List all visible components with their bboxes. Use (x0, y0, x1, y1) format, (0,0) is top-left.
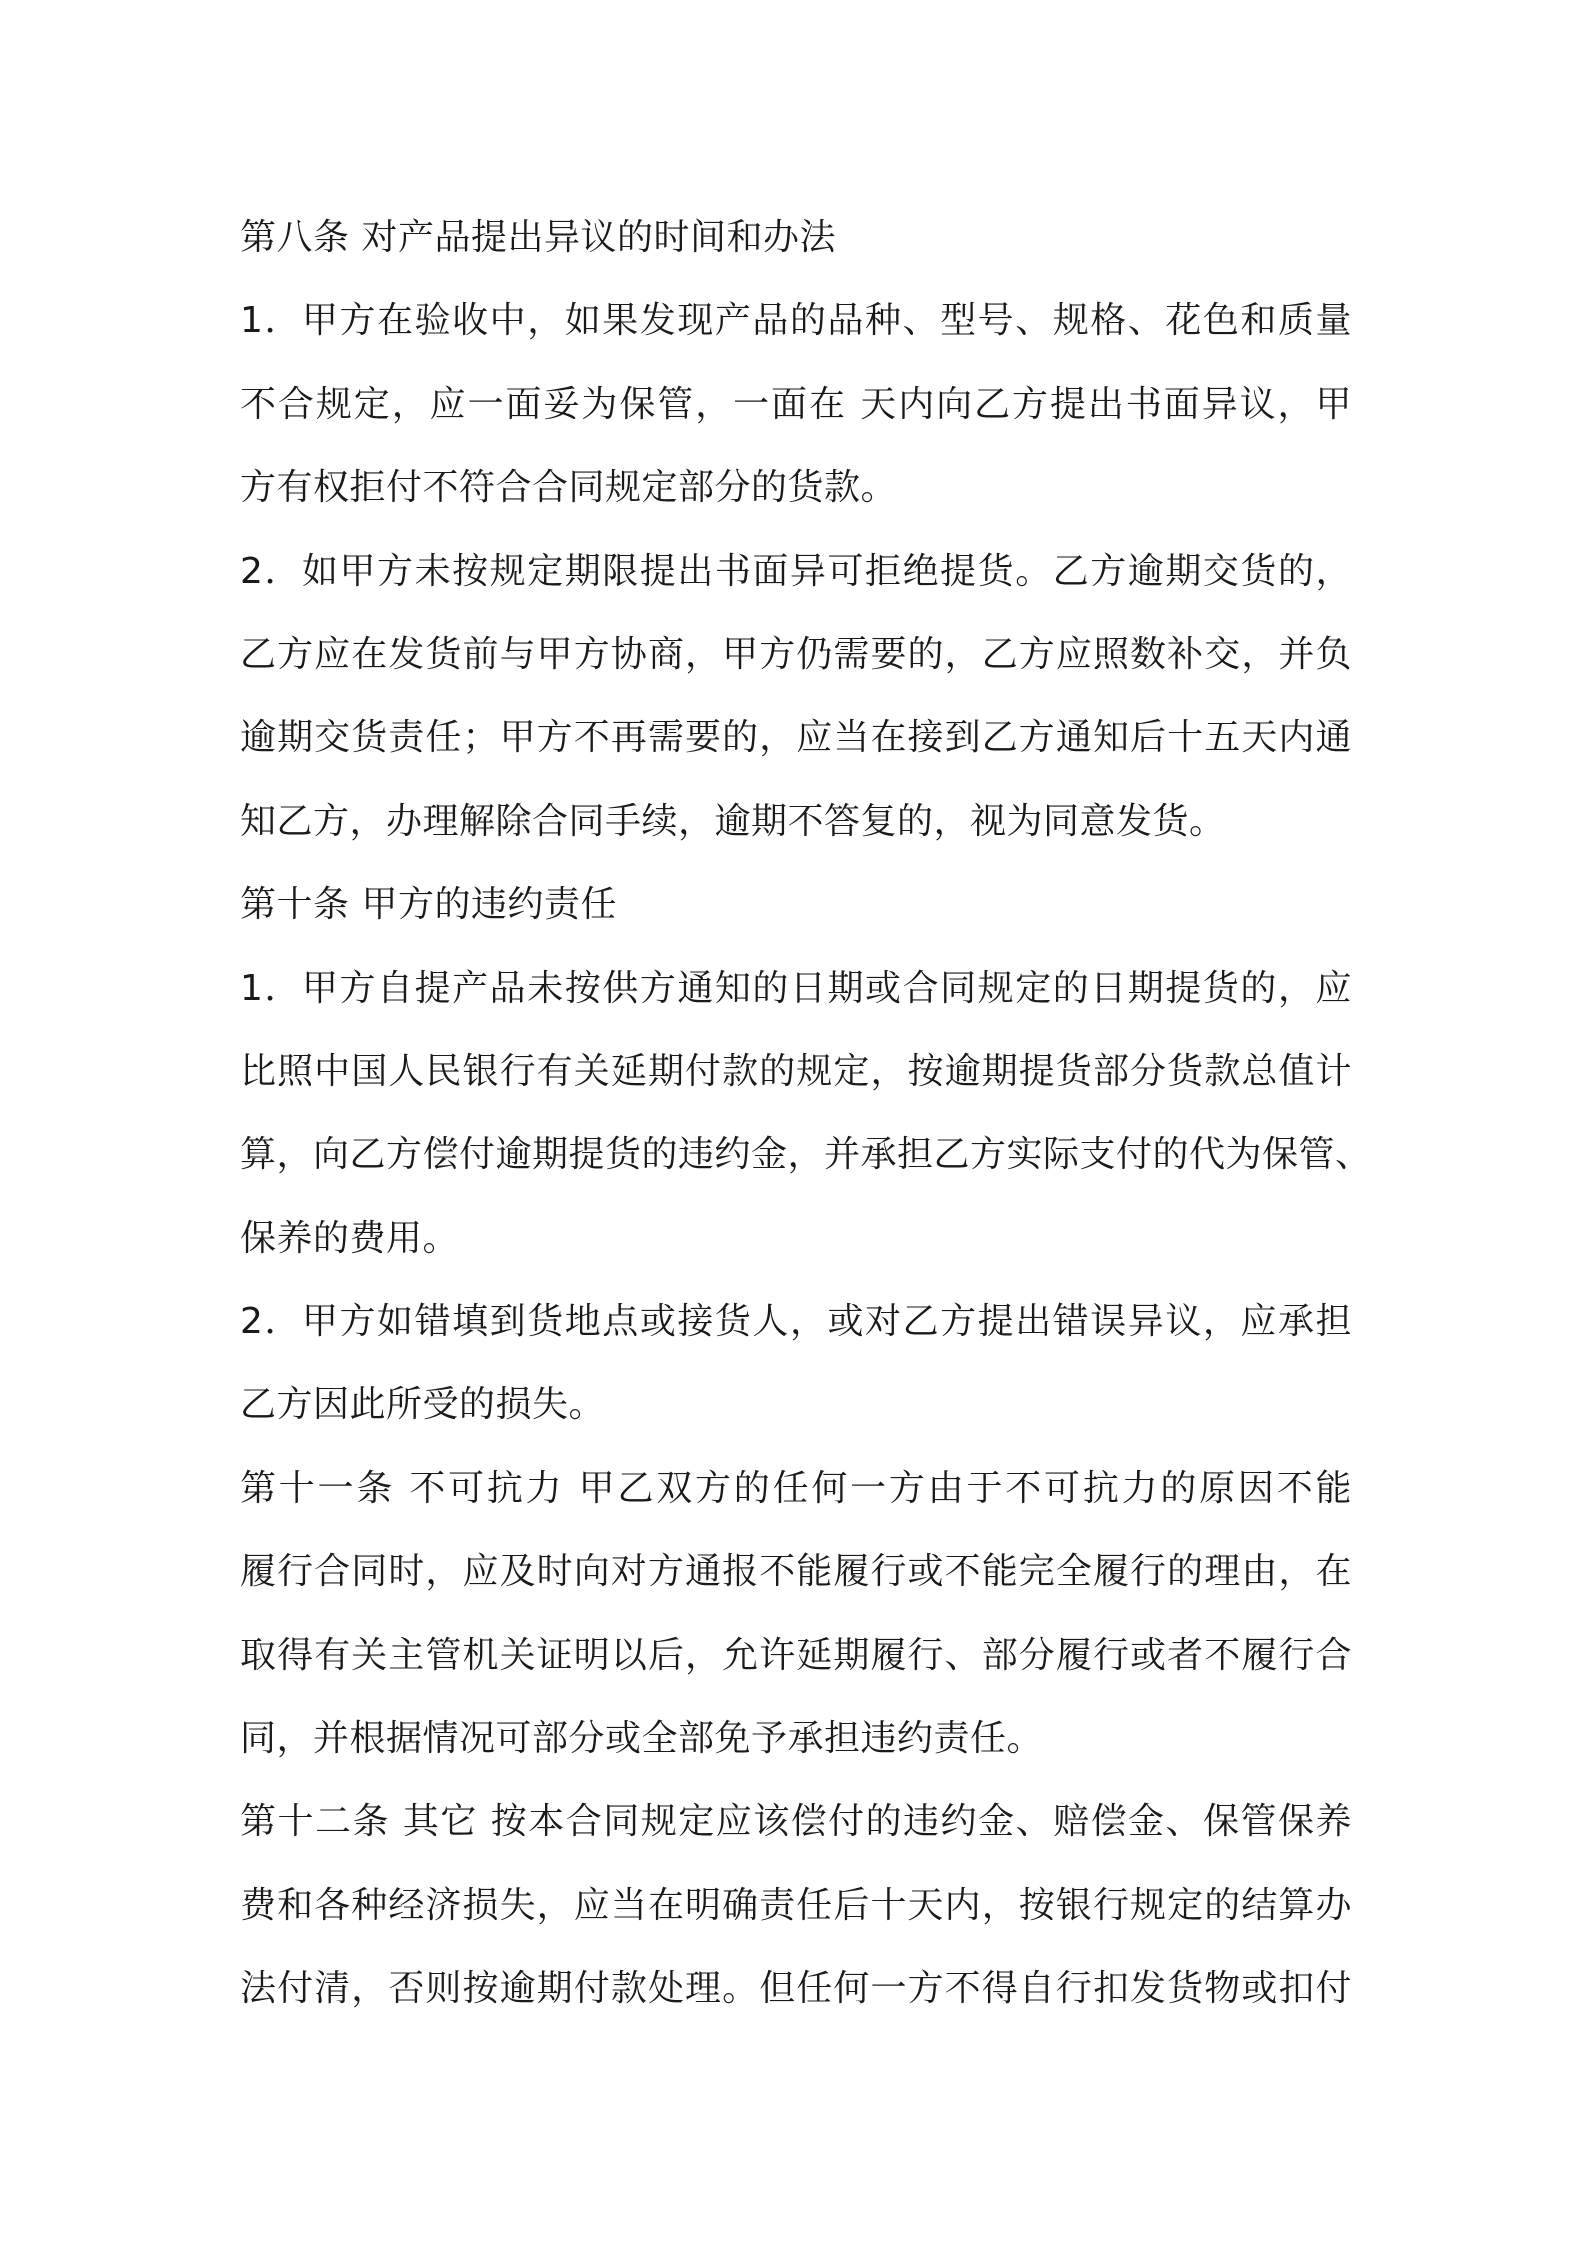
document-body (240, 196, 1372, 2031)
article-10-clause-1-line-4: 保养的费用。 (240, 1217, 460, 1259)
article-8-heading: 第八条 对产品提出异议的时间和办法 (240, 217, 836, 258)
article-10-clause-1-line-1: 1．甲方自提产品未按供方通知的日期或合同规定的日期提货的，应 (240, 967, 1352, 1009)
article-8-clause-1-line-2: 不合规定，应一面妥为保管，一面在 天内向乙方提出书面异议，甲 (240, 383, 1352, 425)
article-10-clause-2-line-2: 乙方因此所受的损失。 (240, 1384, 606, 1426)
article-11-line-4: 同，并根据情况可部分或全部免予承担违约责任。 (240, 1718, 1044, 1760)
article-11-line-2: 履行合同时，应及时向对方通报不能履行或不能完全履行的理由，在 (240, 1551, 1352, 1593)
article-10-clause-1-line-2: 比照中国人民银行有关延期付款的规定，按逾期提货部分货款总值计 (240, 1050, 1352, 1092)
article-11-line-3: 取得有关主管机关证明以后，允许延期履行、部分履行或者不履行合 (240, 1634, 1352, 1676)
article-12-line-1: 第十二条 其它 按本合同规定应该偿付的违约金、赔偿金、保管保养 (240, 1801, 1352, 1843)
article-8-clause-2-line-2: 乙方应在发货前与甲方协商，甲方仍需要的，乙方应照数补交，并负 (240, 633, 1352, 675)
article-10-clause-2-line-1: 2．甲方如错填到货地点或接货人，或对乙方提出错误异议，应承担 (240, 1301, 1352, 1343)
article-12-line-2: 费和各种经济损失，应当在明确责任后十天内，按银行规定的结算办 (240, 1884, 1352, 1926)
article-8-clause-1-line-1: 1．甲方在验收中，如果发现产品的品种、型号、规格、花色和质量 (240, 300, 1352, 342)
article-8-clause-1-line-3: 方有权拒付不符合合同规定部分的货款。 (240, 467, 898, 509)
article-12-line-3: 法付清，否则按逾期付款处理。但任何一方不得自行扣发货物或扣付 (240, 1968, 1352, 2010)
article-8-clause-2-line-3: 逾期交货责任；甲方不再需要的，应当在接到乙方通知后十五天内通 (240, 717, 1352, 759)
article-11-line-1: 第十一条 不可抗力 甲乙双方的任何一方由于不可抗力的原因不能 (240, 1467, 1352, 1509)
article-8-clause-2-line-4: 知乙方，办理解除合同手续，逾期不答复的，视为同意发货。 (240, 800, 1226, 842)
article-10-clause-1-line-3: 算，向乙方偿付逾期提货的违约金，并承担乙方实际支付的代为保管、 (240, 1134, 1372, 1176)
article-10-heading: 第十条 甲方的违约责任 (240, 884, 617, 926)
article-8-clause-2-line-1: 2．如甲方未按规定期限提出书面异可拒绝提货。乙方逾期交货的， (240, 550, 1352, 592)
